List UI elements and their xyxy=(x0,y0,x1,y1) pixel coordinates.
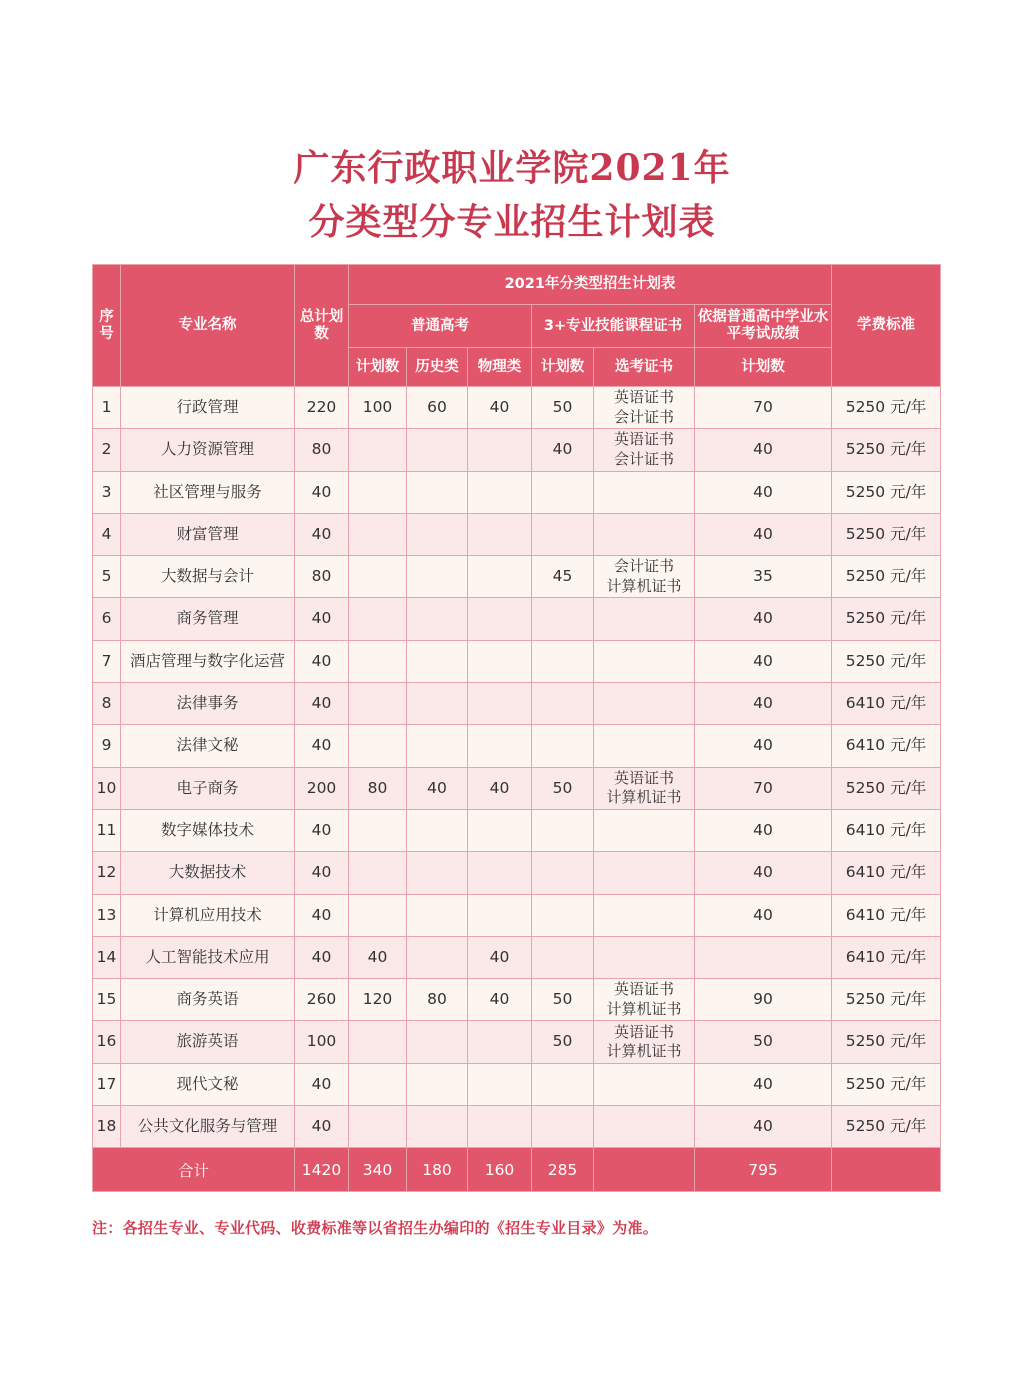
fee-cell: 6410 元/年 xyxy=(832,894,941,936)
header-seq: 序号 xyxy=(93,265,121,387)
total-cell: 40 xyxy=(295,513,349,555)
table-row xyxy=(93,556,941,598)
major-name-cell: 人工智能技术应用 xyxy=(121,936,295,978)
cert-cell xyxy=(594,471,695,513)
history-cell xyxy=(407,852,468,894)
total-cell: 40 xyxy=(295,598,349,640)
skill-plan-cell xyxy=(532,598,594,640)
header-skill: 3+专业技能课程证书 xyxy=(532,305,695,348)
xueye-plan-cell: 40 xyxy=(695,1106,832,1148)
total-cell: 40 xyxy=(295,894,349,936)
gaokao-plan-cell xyxy=(349,513,407,555)
cert-cell xyxy=(594,852,695,894)
header-xueye: 依据普通高中学业水平考试成绩 xyxy=(695,305,832,348)
total-cell: 40 xyxy=(295,725,349,767)
cert-line: 会计证书 xyxy=(613,557,674,576)
cert-cell xyxy=(594,598,695,640)
table-row xyxy=(93,979,941,1021)
skill-plan-cell: 50 xyxy=(532,387,594,429)
total-cell: 100 xyxy=(295,1021,349,1063)
gaokao-plan-cell xyxy=(349,852,407,894)
gaokao-plan-cell xyxy=(349,556,407,598)
seq-cell: 14 xyxy=(93,936,121,978)
fee-cell: 6410 元/年 xyxy=(832,936,941,978)
page-title: 广东行政职业学院2021年 xyxy=(293,147,731,189)
major-name-cell: 社区管理与服务 xyxy=(121,471,295,513)
header-fee: 学费标准 xyxy=(832,265,941,387)
physics-cell xyxy=(468,513,532,555)
history-cell xyxy=(407,1021,468,1063)
cert-line: 英语证书 xyxy=(613,388,674,407)
cert-cell xyxy=(594,513,695,555)
skill-plan-cell xyxy=(532,894,594,936)
totals-physics: 160 xyxy=(468,1148,532,1192)
skill-plan-cell xyxy=(532,725,594,767)
cert-cell xyxy=(594,809,695,851)
skill-plan-cell: 50 xyxy=(532,767,594,809)
header-cert: 选考证书 xyxy=(594,348,695,387)
footnote: 注：各招生专业、专业代码、收费标准等以省招生办编印的《招生专业目录》为准。 xyxy=(92,1219,659,1237)
header-skill-plan: 计划数 xyxy=(532,348,594,387)
physics-cell xyxy=(468,556,532,598)
total-cell: 40 xyxy=(295,1063,349,1105)
physics-cell xyxy=(468,1106,532,1148)
table-row xyxy=(93,429,941,471)
xueye-plan-cell: 40 xyxy=(695,471,832,513)
gaokao-plan-cell xyxy=(349,809,407,851)
gaokao-plan-cell: 100 xyxy=(349,387,407,429)
cert-cell xyxy=(594,556,695,598)
skill-plan-cell xyxy=(532,809,594,851)
table-row xyxy=(93,598,941,640)
fee-cell: 5250 元/年 xyxy=(832,767,941,809)
skill-plan-cell xyxy=(532,683,594,725)
seq-cell: 3 xyxy=(93,471,121,513)
physics-cell xyxy=(468,725,532,767)
history-cell xyxy=(407,640,468,682)
xueye-plan-cell: 50 xyxy=(695,1021,832,1063)
cert-cell xyxy=(594,683,695,725)
cert-cell xyxy=(594,429,695,471)
xueye-plan-cell: 35 xyxy=(695,556,832,598)
total-cell: 40 xyxy=(295,471,349,513)
major-name-cell: 公共文化服务与管理 xyxy=(121,1106,295,1148)
history-cell xyxy=(407,598,468,640)
skill-plan-cell xyxy=(532,471,594,513)
xueye-plan-cell: 40 xyxy=(695,852,832,894)
physics-cell: 40 xyxy=(468,767,532,809)
total-cell: 40 xyxy=(295,852,349,894)
seq-cell: 1 xyxy=(93,387,121,429)
table-row xyxy=(93,809,941,851)
cert-line: 会计证书 xyxy=(613,449,674,468)
cert-cell xyxy=(594,979,695,1021)
fee-cell: 5250 元/年 xyxy=(832,429,941,471)
history-cell xyxy=(407,513,468,555)
seq-cell: 13 xyxy=(93,894,121,936)
history-cell xyxy=(407,429,468,471)
gaokao-plan-cell xyxy=(349,725,407,767)
xueye-plan-cell: 40 xyxy=(695,429,832,471)
total-cell: 200 xyxy=(295,767,349,809)
physics-cell xyxy=(468,809,532,851)
major-name-cell: 数字媒体技术 xyxy=(121,809,295,851)
fee-cell: 5250 元/年 xyxy=(832,1106,941,1148)
header-group: 2021年分类型招生计划表 xyxy=(349,265,832,305)
header-total: 总计划数 xyxy=(295,265,349,387)
gaokao-plan-cell xyxy=(349,894,407,936)
history-cell xyxy=(407,1106,468,1148)
table-body xyxy=(93,387,941,1148)
fee-cell: 5250 元/年 xyxy=(832,556,941,598)
major-name-cell: 旅游英语 xyxy=(121,1021,295,1063)
cert-line: 计算机证书 xyxy=(606,1042,682,1061)
cert-line: 英语证书 xyxy=(613,430,674,449)
table-row xyxy=(93,683,941,725)
cert-cell xyxy=(594,1106,695,1148)
cert-cell xyxy=(594,894,695,936)
gaokao-plan-cell xyxy=(349,1063,407,1105)
xueye-plan-cell: 40 xyxy=(695,513,832,555)
header-major: 专业名称 xyxy=(121,265,295,387)
xueye-plan-cell: 70 xyxy=(695,767,832,809)
table-row xyxy=(93,767,941,809)
physics-cell xyxy=(468,640,532,682)
history-cell xyxy=(407,936,468,978)
table-row xyxy=(93,852,941,894)
cert-cell xyxy=(594,936,695,978)
history-cell: 60 xyxy=(407,387,468,429)
gaokao-plan-cell xyxy=(349,429,407,471)
major-name-cell: 法律事务 xyxy=(121,683,295,725)
fee-cell: 6410 元/年 xyxy=(832,852,941,894)
gaokao-plan-cell: 80 xyxy=(349,767,407,809)
seq-cell: 4 xyxy=(93,513,121,555)
xueye-plan-cell: 40 xyxy=(695,598,832,640)
cert-cell xyxy=(594,1063,695,1105)
xueye-plan-cell: 70 xyxy=(695,387,832,429)
enrollment-plan-table xyxy=(92,264,941,1192)
xueye-plan-cell: 40 xyxy=(695,683,832,725)
seq-cell: 15 xyxy=(93,979,121,1021)
history-cell: 40 xyxy=(407,767,468,809)
header-physics: 物理类 xyxy=(468,348,532,387)
header-gk-plan: 计划数 xyxy=(349,348,407,387)
skill-plan-cell xyxy=(532,513,594,555)
total-cell: 40 xyxy=(295,1106,349,1148)
seq-cell: 10 xyxy=(93,767,121,809)
physics-cell xyxy=(468,852,532,894)
major-name-cell: 大数据技术 xyxy=(121,852,295,894)
major-name-cell: 行政管理 xyxy=(121,387,295,429)
cert-cell xyxy=(594,640,695,682)
major-name-cell: 计算机应用技术 xyxy=(121,894,295,936)
total-cell: 40 xyxy=(295,936,349,978)
skill-plan-cell xyxy=(532,1063,594,1105)
table-row xyxy=(93,513,941,555)
xueye-plan-cell: 40 xyxy=(695,1063,832,1105)
totals-cert xyxy=(594,1148,695,1192)
history-cell xyxy=(407,683,468,725)
physics-cell xyxy=(468,683,532,725)
skill-plan-cell: 40 xyxy=(532,429,594,471)
gaokao-plan-cell: 40 xyxy=(349,936,407,978)
table-row xyxy=(93,471,941,513)
physics-cell xyxy=(468,894,532,936)
cert-line: 英语证书 xyxy=(613,768,674,787)
totals-xueye: 795 xyxy=(695,1148,832,1192)
history-cell xyxy=(407,894,468,936)
history-cell xyxy=(407,556,468,598)
totals-fee xyxy=(832,1148,941,1192)
skill-plan-cell: 50 xyxy=(532,1021,594,1063)
fee-cell: 6410 元/年 xyxy=(832,725,941,767)
cert-line: 英语证书 xyxy=(613,980,674,999)
major-name-cell: 商务管理 xyxy=(121,598,295,640)
total-cell: 40 xyxy=(295,683,349,725)
physics-cell: 40 xyxy=(468,387,532,429)
fee-cell: 5250 元/年 xyxy=(832,979,941,1021)
xueye-plan-cell: 40 xyxy=(695,809,832,851)
seq-cell: 16 xyxy=(93,1021,121,1063)
cert-line: 英语证书 xyxy=(613,1022,674,1041)
fee-cell: 5250 元/年 xyxy=(832,640,941,682)
cert-cell xyxy=(594,1021,695,1063)
fee-cell: 6410 元/年 xyxy=(832,683,941,725)
major-name-cell: 大数据与会计 xyxy=(121,556,295,598)
seq-cell: 9 xyxy=(93,725,121,767)
total-cell: 260 xyxy=(295,979,349,1021)
fee-cell: 5250 元/年 xyxy=(832,598,941,640)
physics-cell xyxy=(468,598,532,640)
table-footer xyxy=(93,1148,941,1192)
major-name-cell: 现代文秘 xyxy=(121,1063,295,1105)
table-row xyxy=(93,1021,941,1063)
history-cell xyxy=(407,1063,468,1105)
cert-cell xyxy=(594,387,695,429)
skill-plan-cell xyxy=(532,936,594,978)
cert-cell xyxy=(594,767,695,809)
gaokao-plan-cell: 120 xyxy=(349,979,407,1021)
total-cell: 40 xyxy=(295,809,349,851)
physics-cell xyxy=(468,471,532,513)
seq-cell: 11 xyxy=(93,809,121,851)
total-cell: 40 xyxy=(295,640,349,682)
seq-cell: 2 xyxy=(93,429,121,471)
gaokao-plan-cell xyxy=(349,683,407,725)
totals-label: 合计 xyxy=(93,1148,295,1192)
table-row xyxy=(93,1106,941,1148)
major-name-cell: 电子商务 xyxy=(121,767,295,809)
cert-line: 计算机证书 xyxy=(606,576,682,595)
totals-gk-plan: 340 xyxy=(349,1148,407,1192)
history-cell xyxy=(407,471,468,513)
skill-plan-cell xyxy=(532,640,594,682)
total-cell: 80 xyxy=(295,429,349,471)
skill-plan-cell: 50 xyxy=(532,979,594,1021)
seq-cell: 12 xyxy=(93,852,121,894)
fee-cell: 5250 元/年 xyxy=(832,1021,941,1063)
gaokao-plan-cell xyxy=(349,1021,407,1063)
cert-cell xyxy=(594,725,695,767)
header-gaokao: 普通高考 xyxy=(349,305,532,348)
table-row xyxy=(93,936,941,978)
seq-cell: 7 xyxy=(93,640,121,682)
total-cell: 220 xyxy=(295,387,349,429)
xueye-plan-cell xyxy=(695,936,832,978)
header-history: 历史类 xyxy=(407,348,468,387)
seq-cell: 5 xyxy=(93,556,121,598)
totals-history: 180 xyxy=(407,1148,468,1192)
physics-cell: 40 xyxy=(468,979,532,1021)
major-name-cell: 财富管理 xyxy=(121,513,295,555)
fee-cell: 5250 元/年 xyxy=(832,1063,941,1105)
history-cell xyxy=(407,809,468,851)
skill-plan-cell xyxy=(532,852,594,894)
cert-line: 计算机证书 xyxy=(606,788,682,807)
totals-total: 1420 xyxy=(295,1148,349,1192)
skill-plan-cell: 45 xyxy=(532,556,594,598)
totals-row xyxy=(93,1148,941,1192)
table-header xyxy=(93,265,941,387)
physics-cell xyxy=(468,1021,532,1063)
header-xueye-plan: 计划数 xyxy=(695,348,832,387)
major-name-cell: 商务英语 xyxy=(121,979,295,1021)
gaokao-plan-cell xyxy=(349,1106,407,1148)
physics-cell xyxy=(468,1063,532,1105)
seq-cell: 17 xyxy=(93,1063,121,1105)
cert-line: 计算机证书 xyxy=(606,999,682,1018)
major-name-cell: 人力资源管理 xyxy=(121,429,295,471)
seq-cell: 18 xyxy=(93,1106,121,1148)
table-row xyxy=(93,1063,941,1105)
table-row xyxy=(93,640,941,682)
major-name-cell: 法律文秘 xyxy=(121,725,295,767)
history-cell: 80 xyxy=(407,979,468,1021)
xueye-plan-cell: 40 xyxy=(695,725,832,767)
physics-cell xyxy=(468,429,532,471)
gaokao-plan-cell xyxy=(349,640,407,682)
page-subtitle: 分类型分专业招生计划表 xyxy=(308,201,716,243)
history-cell xyxy=(407,725,468,767)
totals-skill-plan: 285 xyxy=(532,1148,594,1192)
fee-cell: 5250 元/年 xyxy=(832,513,941,555)
fee-cell: 6410 元/年 xyxy=(832,809,941,851)
skill-plan-cell xyxy=(532,1106,594,1148)
gaokao-plan-cell xyxy=(349,598,407,640)
table-row xyxy=(93,725,941,767)
gaokao-plan-cell xyxy=(349,471,407,513)
table-row xyxy=(93,894,941,936)
cert-line: 会计证书 xyxy=(613,407,674,426)
major-name-cell: 酒店管理与数字化运营 xyxy=(121,640,295,682)
xueye-plan-cell: 90 xyxy=(695,979,832,1021)
seq-cell: 6 xyxy=(93,598,121,640)
seq-cell: 8 xyxy=(93,683,121,725)
xueye-plan-cell: 40 xyxy=(695,640,832,682)
fee-cell: 5250 元/年 xyxy=(832,387,941,429)
table-row xyxy=(93,387,941,429)
xueye-plan-cell: 40 xyxy=(695,894,832,936)
total-cell: 80 xyxy=(295,556,349,598)
fee-cell: 5250 元/年 xyxy=(832,471,941,513)
physics-cell: 40 xyxy=(468,936,532,978)
